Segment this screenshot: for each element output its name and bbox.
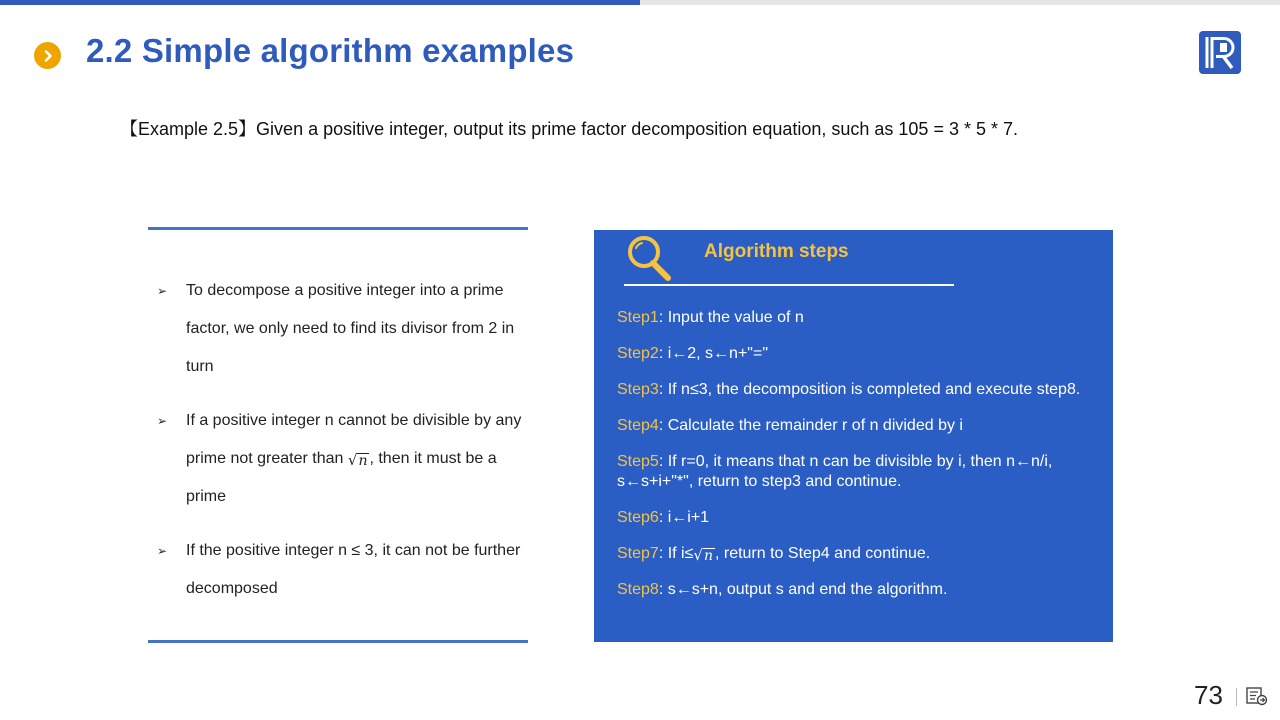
- key-points-list: [150, 272, 530, 624]
- step-text: : If i≤: [658, 545, 694, 562]
- step-item: [617, 580, 1097, 600]
- algorithm-steps-panel: [594, 230, 1113, 642]
- sqrt-expression: √ n: [693, 546, 713, 564]
- step-label: Step3: [617, 381, 659, 398]
- arrow-bullet-icon: ➢: [157, 284, 168, 298]
- arrow-bullet-icon: ➢: [157, 544, 168, 558]
- step-label: Step7: [617, 545, 659, 562]
- step-item: [617, 508, 1097, 528]
- step-text: : Calculate the remainder r of n divided by i: [658, 417, 963, 434]
- step-item: [617, 452, 1097, 492]
- footer-divider: [1236, 688, 1237, 706]
- step-label: Step8: [617, 581, 659, 598]
- sqrt-expression: √ n: [347, 451, 368, 469]
- step-label: Step4: [617, 417, 659, 434]
- magnifier-icon: [626, 232, 676, 289]
- point-text: If the positive integer n ≤ 3, it can not be further decomposed: [186, 542, 521, 597]
- sqrt-radicand: n: [703, 548, 713, 564]
- progress-bar: [0, 0, 640, 5]
- divider-bottom: [148, 640, 528, 643]
- step-item: [617, 380, 1097, 400]
- sqrt-radicand: n: [358, 453, 368, 469]
- example-statement: 【Example 2.5】Given a positive integer, output its prime factor decomposition equation, such as 105 = 3 * 5 * 7.: [120, 119, 1019, 139]
- step-label: Step1: [617, 309, 659, 326]
- steps-list: [617, 308, 1097, 616]
- step-text: : s←s+n, output s and end the algorithm.: [658, 581, 948, 598]
- step-label: Step5: [617, 453, 659, 470]
- divider-top: [148, 227, 528, 230]
- step-item: [617, 344, 1097, 364]
- point-text: If a positive integer n cannot be divisible by any prime not greater than: [186, 412, 522, 467]
- progress-track: [0, 0, 1280, 5]
- notes-icon[interactable]: [1246, 686, 1268, 711]
- step-text: : If n≤3, the decomposition is completed and execute step8.: [658, 381, 1081, 398]
- r-logo-icon: [1199, 31, 1241, 74]
- step-label: Step2: [617, 345, 659, 362]
- step-text: : i←2, s←n+"=": [658, 345, 768, 362]
- step-text: : i←i+1: [658, 509, 710, 526]
- step-item: [617, 544, 1097, 564]
- point-text-tail: , then it must be a prime: [186, 450, 497, 505]
- chevron-right-icon: [34, 42, 61, 69]
- page-number: 73: [1194, 680, 1223, 710]
- step-label: Step6: [617, 509, 659, 526]
- step-item: [617, 308, 1097, 328]
- list-item: [150, 402, 530, 516]
- step-text: : Input the value of n: [658, 309, 804, 326]
- step-text-tail: , return to Step4 and continue.: [714, 545, 931, 562]
- list-item: [150, 532, 530, 608]
- arrow-bullet-icon: ➢: [157, 414, 168, 428]
- list-item: [150, 272, 530, 386]
- panel-title: Algorithm steps: [704, 241, 849, 262]
- step-text: : If r=0, it means that n can be divisible by i, then n←n/i, s←s+i+"*", return to step3 and continue.: [617, 453, 1053, 490]
- step-item: [617, 416, 1097, 436]
- point-text: To decompose a positive integer into a prime factor, we only need to find its divisor from 2 in turn: [186, 282, 515, 375]
- page-title: 2.2 Simple algorithm examples: [86, 32, 575, 69]
- panel-title-underline: [624, 284, 954, 286]
